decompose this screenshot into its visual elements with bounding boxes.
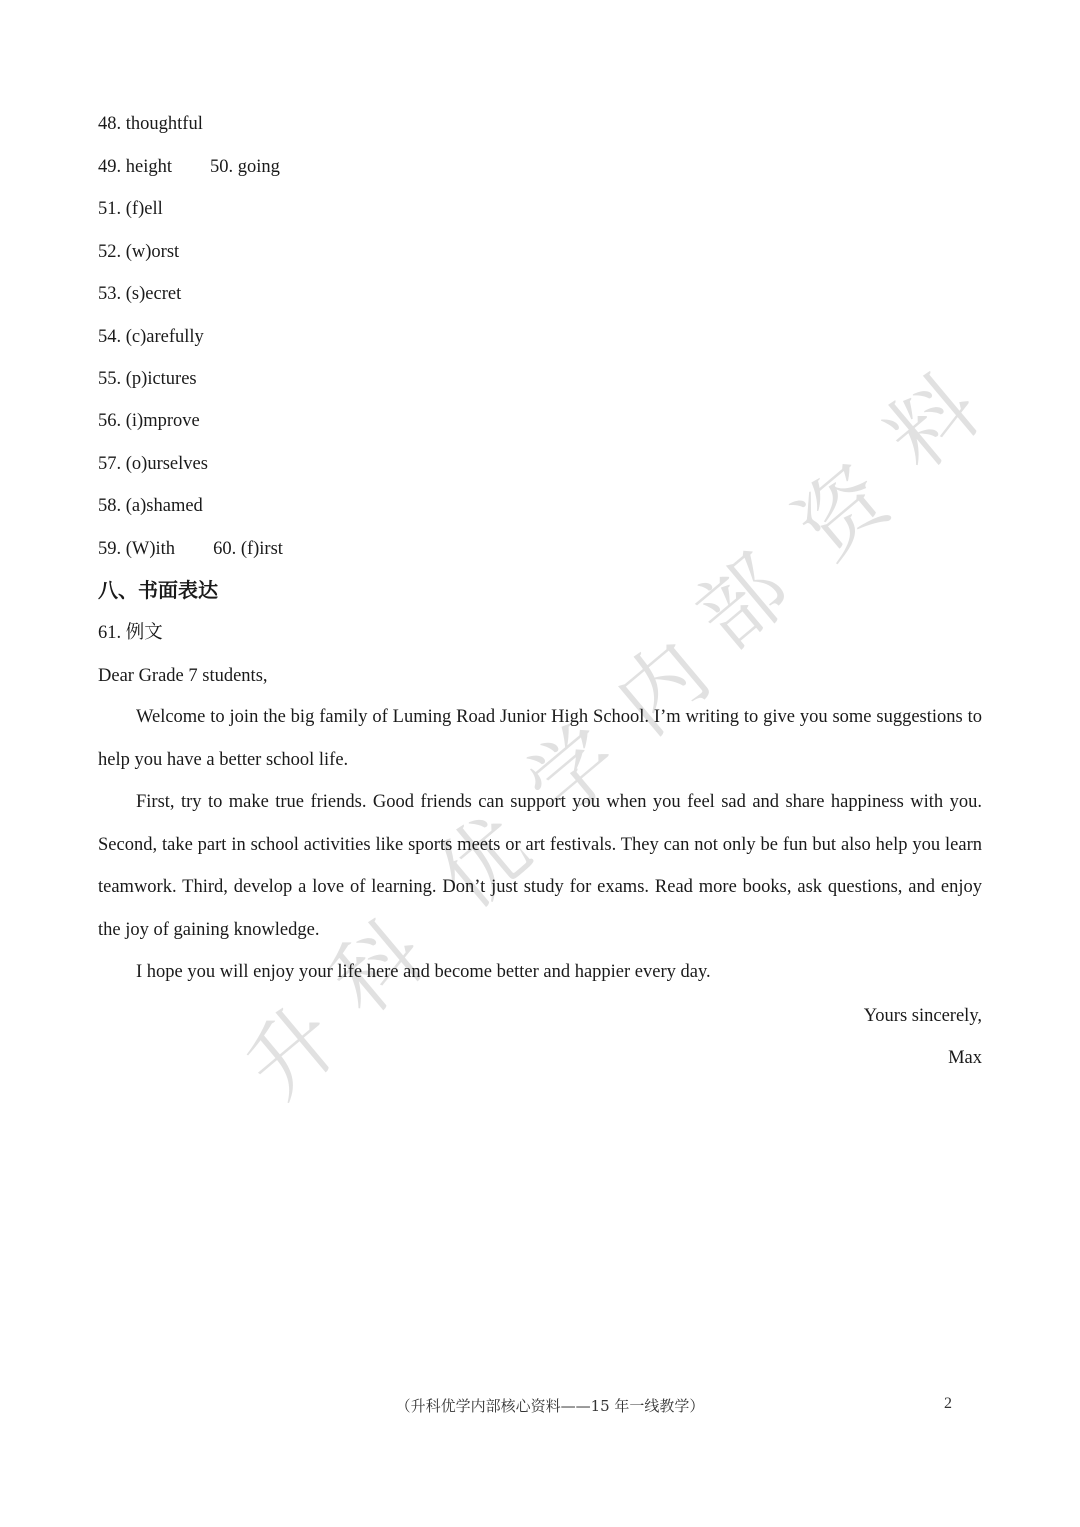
answer-label: 55. (p)ictures <box>98 369 197 389</box>
letter-paragraph: I hope you will enjoy your life here and become better and happier every day. <box>136 962 711 982</box>
answer-label: 50. going <box>210 157 280 177</box>
watermark-char: 科 <box>312 902 444 1034</box>
answer-label: 59. (W)ith <box>98 539 176 559</box>
answer-item <box>98 325 204 349</box>
letter-paragraph: First, try to make true friends. Good friends can support you when you feel sad and share happiness with you. Second, take part in school activities like sports meets or art festivals. They can not only be fun but also help you learn teamwork. Third, develop a love of learning. Don’t just study for exams. Read more books, ask questions, and enjoy the joy of gaining knowledge. <box>98 792 982 940</box>
watermark-char: 料 <box>867 357 999 489</box>
page-number: 2 <box>944 1395 952 1412</box>
watermark-char: 部 <box>677 537 809 669</box>
watermark-char: 优 <box>417 797 549 929</box>
answer-item <box>98 282 181 306</box>
answer-label: 48. thoughtful <box>98 114 203 134</box>
answer-label: 51. (f)ell <box>98 199 163 219</box>
answer-item <box>98 240 179 264</box>
answer-item <box>98 409 200 433</box>
answer-label: 56. (i)mprove <box>98 411 200 431</box>
letter-closing: Yours sincerely, <box>863 1006 982 1026</box>
watermark-char: 资 <box>777 447 909 579</box>
letter-signature: Max <box>948 1048 982 1068</box>
letter-paragraph: Welcome to join the big family of Luming Road Junior High School. I’m writing to give you some suggestions to help you have a better school life. <box>98 707 982 770</box>
answer-label: 53. (s)ecret <box>98 284 182 304</box>
watermark-char: 内 <box>597 622 729 754</box>
answer-label: 57. (o)urselves <box>98 454 208 474</box>
letter-salutation: Dear Grade 7 students, <box>98 666 268 686</box>
answer-label: 49. height <box>98 157 172 177</box>
item-label: 61. 例文 <box>98 623 163 643</box>
watermark-char: 学 <box>507 707 639 839</box>
answer-item <box>98 112 203 136</box>
footer-text: （升科优学内部核心资料——15 年一线教学） <box>395 1397 705 1415</box>
answer-item <box>98 452 208 476</box>
answer-item <box>98 155 280 179</box>
watermark-char: 升 <box>227 987 359 1119</box>
answer-item <box>98 367 197 391</box>
answer-label: 52. (w)orst <box>98 242 180 262</box>
answer-item <box>98 537 283 561</box>
answer-label: 54. (c)arefully <box>98 327 204 347</box>
answer-item <box>98 494 203 518</box>
answer-label: 60. (f)irst <box>213 539 283 559</box>
answer-label: 58. (a)shamed <box>98 496 203 516</box>
answer-item <box>98 197 163 221</box>
section-heading: 八、书面表达 <box>98 578 218 602</box>
